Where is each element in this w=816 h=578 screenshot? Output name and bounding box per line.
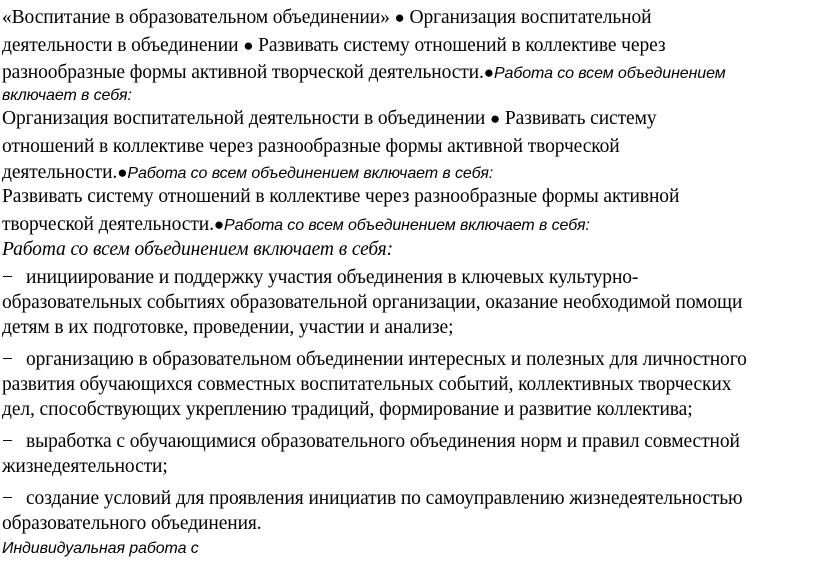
text-line-9 [2, 213, 590, 238]
list-item-1-line-2 [2, 291, 742, 315]
text-run: деятельности. [2, 162, 118, 183]
text-run-italic: Работа со всем объединением включает в себя: [127, 165, 494, 182]
text-run-italic: Работа со всем объединением включает в себя: [2, 239, 394, 260]
text-run: инициирование и поддержку участия объединения в ключевых культурно- [26, 267, 639, 288]
text-run: дел, способствующих укреплению традиций, формирование и развитие коллектива; [2, 399, 693, 420]
list-item-4-line-2 [2, 512, 262, 536]
bullet-icon: ● [483, 63, 494, 82]
text-line-8 [2, 185, 679, 209]
list-item-3-line-1 [2, 430, 740, 454]
text-run: образовательных событиях образовательной организации, оказание необходимой помощи [2, 292, 743, 313]
text-run-italic: Работа со всем объединением [493, 65, 726, 82]
text-line-6 [2, 135, 620, 159]
text-run: выработка с обучающимися образовательного объединения норм и правил совместной [26, 431, 740, 452]
text-run: творческой деятельности. [2, 214, 214, 235]
text-run: жизнедеятельности; [2, 456, 168, 477]
list-item-3-line-2 [2, 455, 168, 479]
text-line-10 [2, 238, 393, 262]
text-line-2 [2, 34, 666, 58]
text-run: образовательного объединения. [2, 513, 262, 534]
text-line-3 [2, 61, 726, 86]
text-run-italic: Работа со всем объединением включает в себя: [224, 217, 590, 234]
bullet-icon: ● [117, 163, 128, 182]
text-line-7 [2, 161, 493, 186]
text-run: Развивать систему отношений в коллективе через разнообразные формы активной [2, 186, 680, 207]
list-item-2-line-1 [2, 348, 747, 372]
dash-bullet-icon: − [2, 488, 13, 509]
text-run: «Воспитание в образовательном объединении» [2, 7, 395, 28]
dash-bullet-icon: − [2, 267, 13, 288]
text-run: детям в их подготовке, проведении, участии и анализе; [2, 317, 454, 338]
list-item-1-line-1 [2, 266, 638, 290]
dash-bullet-icon: − [2, 431, 13, 452]
text-run: создание условий для проявления инициатив по самоуправлению жизнедеятельностью [26, 488, 743, 509]
text-run: Организация воспитательной [404, 7, 652, 28]
bullet-icon: ● [489, 109, 501, 128]
text-run-italic: Индивидуальная работа с [2, 540, 199, 557]
list-item-1-line-3 [2, 316, 453, 340]
bullet-icon: ● [213, 215, 225, 234]
list-item-2-line-3 [2, 398, 693, 422]
text-run-italic: включает в себя: [2, 87, 132, 104]
text-run: разнообразные формы активной творческой деятельности. [2, 62, 484, 83]
text-run: организацию в образовательном объединении интересных и полезных для личностного [26, 349, 747, 370]
text-run: Организация воспитательной деятельности в объединении [2, 108, 490, 129]
text-line-last [2, 537, 199, 561]
text-line-1 [2, 6, 651, 30]
list-item-2-line-2 [2, 373, 731, 397]
list-item-4-line-1 [2, 487, 743, 511]
text-run: деятельности в объединении [2, 35, 244, 56]
bullet-icon: ● [243, 36, 254, 55]
text-run: отношений в коллективе через разнообразные формы активной творческой [2, 136, 620, 157]
text-run: развития обучающихся совместных воспитательных событий, коллективных творческих [2, 374, 732, 395]
text-line-5 [2, 107, 656, 131]
text-run: Развивать систему отношений в коллективе через [253, 35, 666, 56]
dash-bullet-icon: − [2, 349, 13, 370]
text-run: Развивать систему [500, 108, 657, 129]
text-line-4 [2, 84, 132, 108]
bullet-icon: ● [394, 8, 405, 27]
